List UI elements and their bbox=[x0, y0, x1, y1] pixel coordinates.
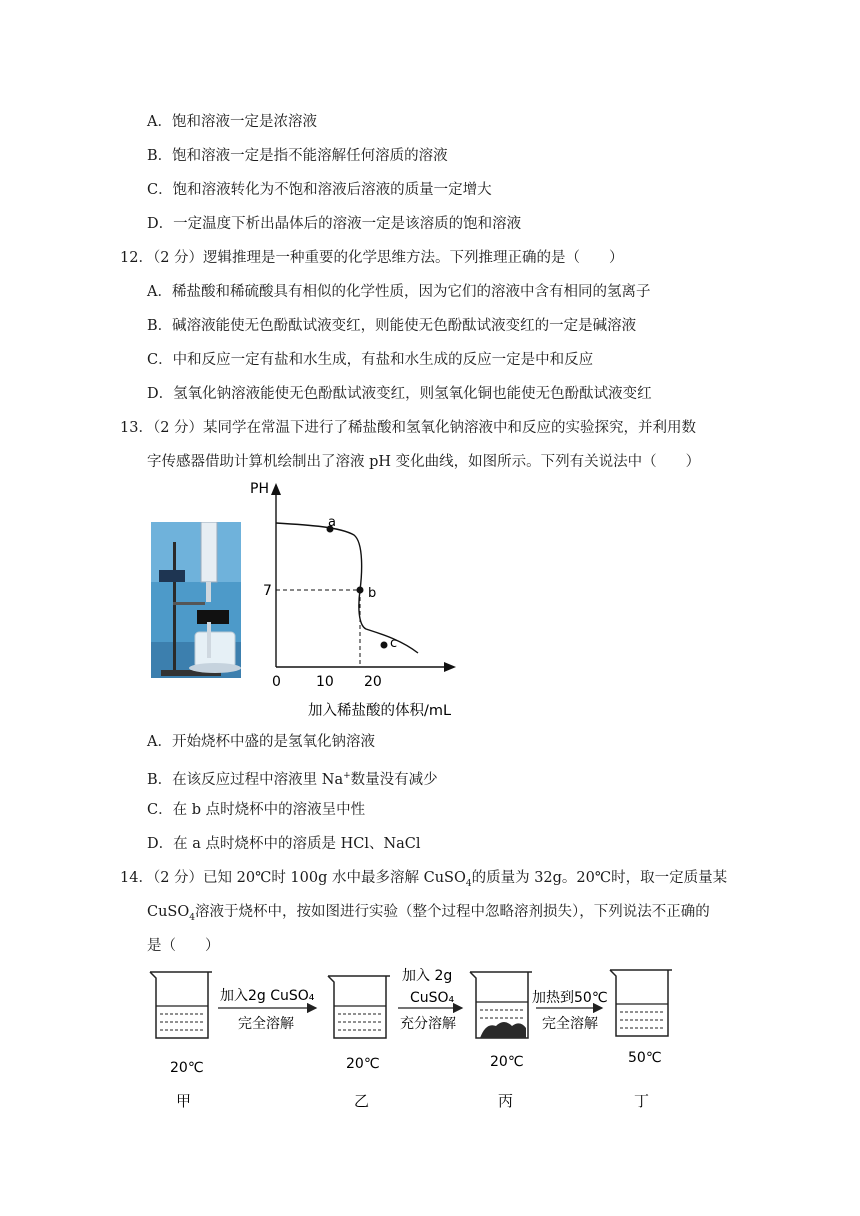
label-ding: 丁 bbox=[634, 1092, 650, 1110]
crystal-precipitate bbox=[480, 1022, 526, 1038]
q13-stem-line1: 13．（2 分）某同学在常温下进行了稀盐酸和氢氧化钠溶液中和反应的实验探究，并利用数 bbox=[120, 420, 697, 436]
q13-option-c: C．在 b 点时烧杯中的溶液呈中性 bbox=[147, 802, 366, 818]
chart-xtick-10: 10 bbox=[316, 674, 334, 690]
point-label-c: c bbox=[390, 636, 398, 651]
label-yi: 乙 bbox=[354, 1092, 370, 1110]
q13-option-a: A．开始烧杯中盛的是氢氧化钠溶液 bbox=[147, 734, 375, 750]
chart-ytick-7: 7 bbox=[263, 583, 272, 599]
point-c bbox=[381, 642, 388, 649]
arrow-1-top-label: 加入2g CuSO₄ bbox=[220, 988, 315, 1004]
chart-xtick-0: 0 bbox=[272, 674, 281, 690]
point-label-a: a bbox=[328, 515, 336, 530]
arrow-2-bottom-label: 充分溶解 bbox=[400, 1016, 456, 1032]
chart-x-axis-arrow bbox=[444, 662, 456, 672]
arrow-1-bottom-label: 完全溶解 bbox=[238, 1016, 294, 1032]
q12-option-a: A．稀盐酸和稀硫酸具有相似的化学性质，因为它们的溶液中含有相同的氢离子 bbox=[147, 284, 651, 300]
label-bing: 丙 bbox=[498, 1092, 514, 1110]
beaker-jia bbox=[150, 972, 212, 1038]
point-b bbox=[357, 587, 364, 594]
temp-yi: 20℃ bbox=[346, 1056, 380, 1072]
chart-axes bbox=[271, 483, 456, 672]
lab-apparatus-photo bbox=[151, 522, 241, 678]
q11-option-b: B．饱和溶液一定是指不能溶解任何溶质的溶液 bbox=[147, 148, 448, 164]
q11-option-c: C．饱和溶液转化为不饱和溶液后溶液的质量一定增大 bbox=[147, 182, 492, 198]
beaker-yi bbox=[328, 976, 390, 1038]
q13-option-d: D．在 a 点时烧杯中的溶质是 HCl、NaCl bbox=[147, 836, 421, 852]
q12-stem: 12．（2 分）逻辑推理是一种重要的化学思维方法。下列推理正确的是（ ） bbox=[120, 250, 624, 266]
q11-option-d: D．一定温度下析出晶体后的溶液一定是该溶质的饱和溶液 bbox=[147, 216, 522, 232]
q12-option-d: D．氢氧化钠溶液能使无色酚酞试液变红，则氢氧化铜也能使无色酚酞试液变红 bbox=[147, 386, 652, 402]
label-jia: 甲 bbox=[176, 1092, 192, 1110]
q14-stem-line3: 是（ ） bbox=[147, 938, 220, 954]
q11-option-a: A．饱和溶液一定是浓溶液 bbox=[147, 114, 317, 130]
ph-curve-line bbox=[276, 523, 418, 653]
temp-bing: 20℃ bbox=[490, 1054, 524, 1070]
q14-stem-line1: 14．（2 分）已知 20℃时 100g 水中最多溶解 CuSO$_4$的质量为 32g。20℃时，取一定质量某 bbox=[120, 870, 728, 889]
temp-jia: 20℃ bbox=[170, 1060, 204, 1076]
beaker-bing bbox=[470, 972, 532, 1038]
chart-xlabel: 加入稀盐酸的体积/mL bbox=[308, 703, 452, 719]
chart-xtick-20: 20 bbox=[364, 674, 382, 690]
q13-stem-line2: 字传感器借助计算机绘制出了溶液 pH 变化曲线，如图所示。下列有关说法中（ ） bbox=[147, 454, 701, 470]
beaker-ding bbox=[610, 970, 672, 1036]
arrow-2-mid-label: CuSO₄ bbox=[410, 990, 455, 1006]
temp-ding: 50℃ bbox=[628, 1050, 662, 1066]
beaker-experiment-diagram bbox=[140, 962, 700, 1122]
ph-curve-chart bbox=[250, 475, 465, 725]
q12-option-c: C．中和反应一定有盐和水生成，有盐和水生成的反应一定是中和反应 bbox=[147, 352, 594, 368]
q12-option-b: B．碱溶液能使无色酚酞试液变红，则能使无色酚酞试液变红的一定是碱溶液 bbox=[147, 318, 637, 334]
arrow-2-top-label: 加入 2g bbox=[402, 968, 453, 984]
chart-ylabel: PH bbox=[250, 481, 269, 497]
q13-option-b: B．在该反应过程中溶液里 Na+数量没有减少 bbox=[147, 771, 438, 788]
arrow-3-bottom-label: 完全溶解 bbox=[542, 1016, 598, 1032]
arrow-3-top-label: 加热到50℃ bbox=[532, 990, 608, 1006]
q14-stem-line2: CuSO$_4$溶液于烧杯中，按如图进行实验（整个过程中忽略溶剂损失），下列说法不正确的 bbox=[147, 904, 710, 923]
point-label-b: b bbox=[368, 586, 377, 601]
chart-y-axis-arrow bbox=[271, 483, 281, 495]
